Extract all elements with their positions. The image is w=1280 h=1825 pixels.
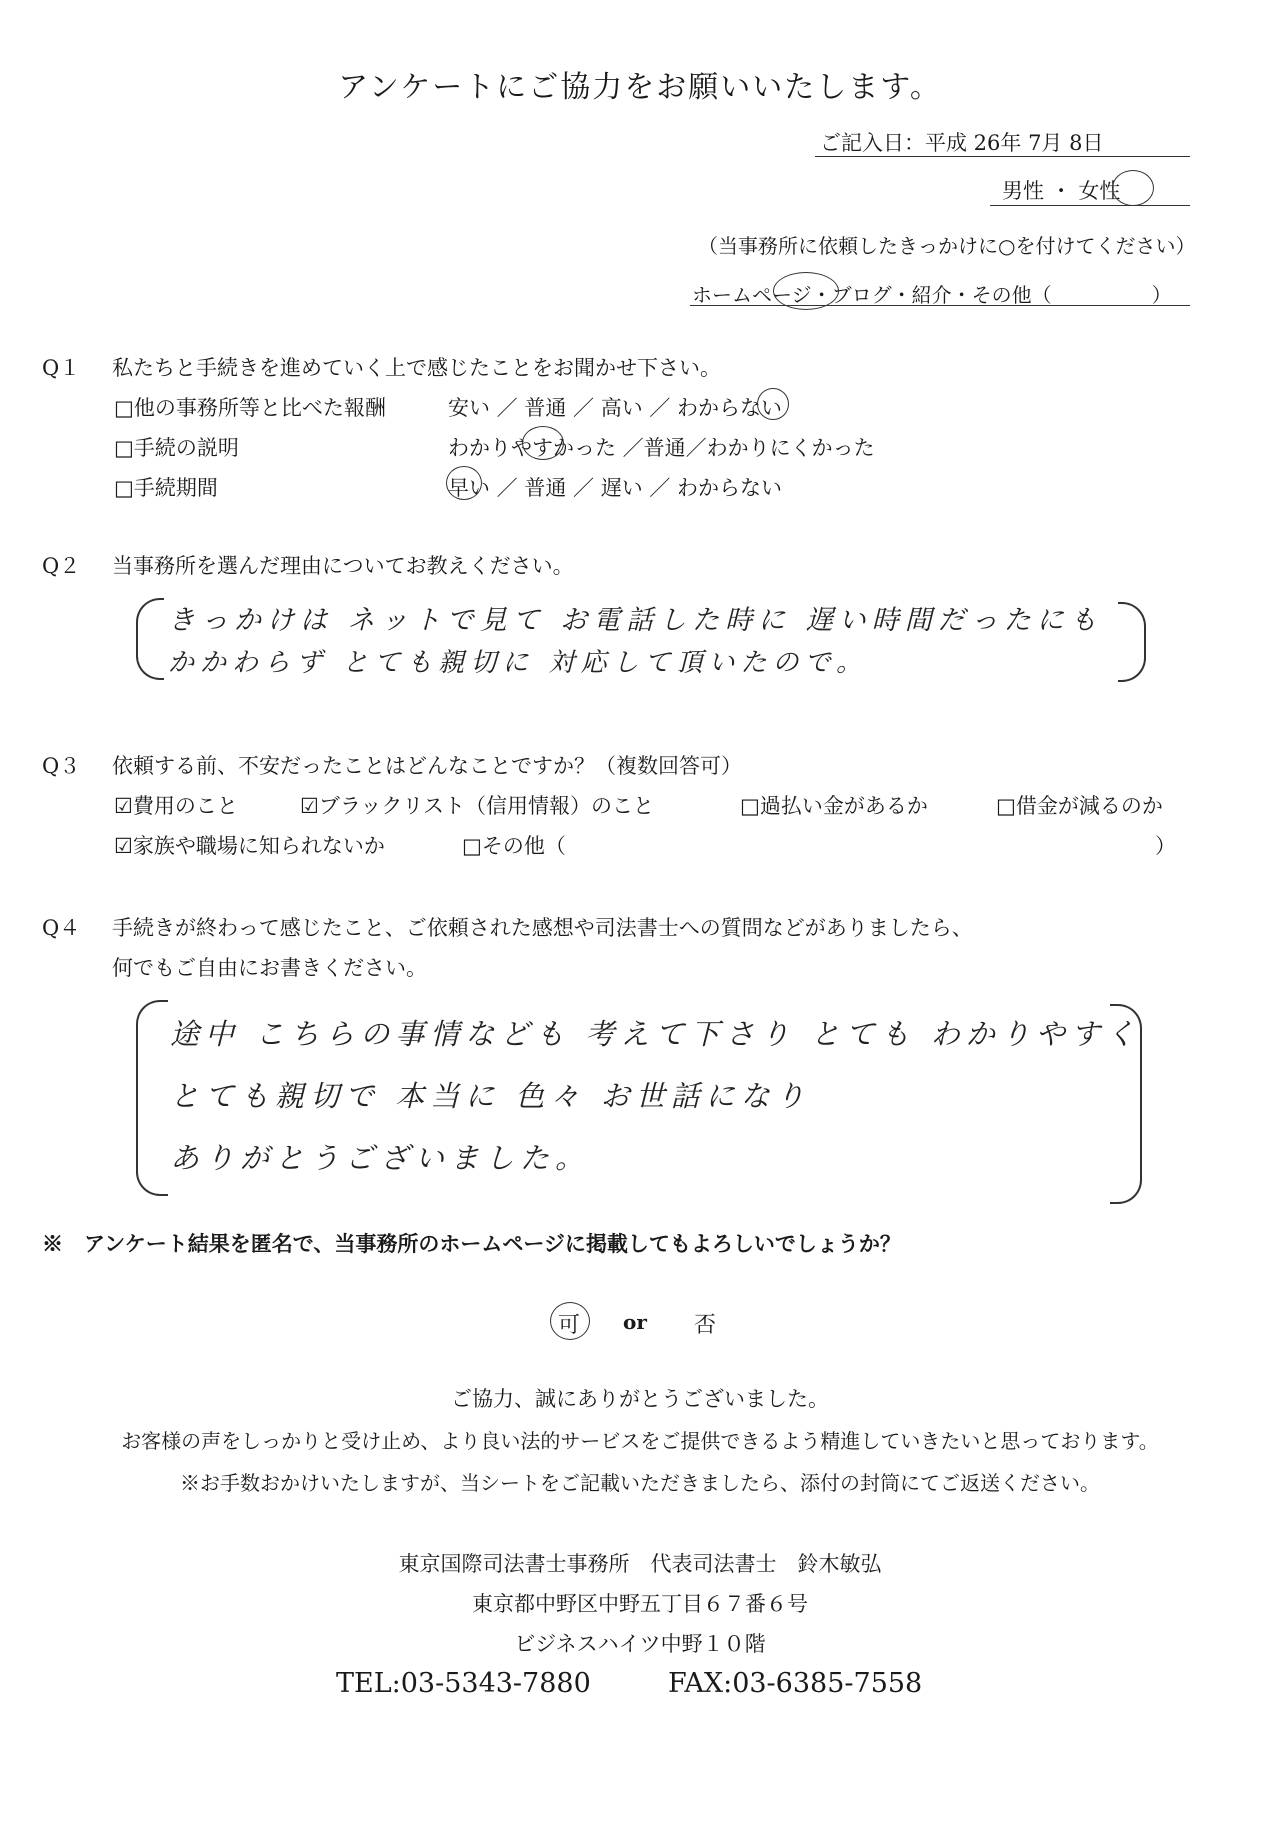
- q2-answer-line-1: きっかけは ネットで見て お電話した時に 遅い時間だったにも: [168, 605, 1103, 636]
- office-name: 東京国際司法書士事務所 代表司法書士 鈴木敏弘: [398, 1552, 882, 1576]
- gender-underline: [990, 205, 1190, 206]
- thanks-line-1: ご協力、誠にありがとうございました。: [451, 1387, 829, 1411]
- trigger-options: ホームページ・ブログ・紹介・その他（ ）: [692, 283, 1172, 307]
- q4-answer-bracket-left: [136, 1000, 168, 1196]
- q3-option-debt-reduction: □借金が減るのか: [996, 794, 1163, 818]
- q4-question-line-2: 何でもご自由にお書きください。: [112, 956, 427, 980]
- q1-explain-selection-mark: [522, 426, 564, 460]
- page-title: アンケートにご協力をお願いいたします。: [338, 70, 942, 105]
- q4-answer-line-3: ありがとうございました。: [170, 1141, 591, 1175]
- q2-answer-bracket-left: [136, 598, 164, 680]
- publish-or: or: [623, 1310, 647, 1334]
- publish-yes-selection-mark: [550, 1302, 590, 1340]
- q4-answer-line-1: 途中 こちらの事情なども 考えて下さり とても わかりやすく: [170, 1017, 1141, 1051]
- q1-row-explain-label: □手続の説明: [114, 436, 239, 460]
- q1-row-explain-options: わかりやすかった ／普通／わかりにくかった: [448, 436, 875, 460]
- publish-no: 否: [694, 1313, 717, 1338]
- q2-answer-bracket-right: [1118, 602, 1146, 682]
- office-address: 東京都中野区中野五丁目６７番６号: [472, 1592, 808, 1616]
- q1-number: Q１: [42, 356, 81, 380]
- trigger-underline: [690, 305, 1190, 306]
- q2-question: 当事務所を選んだ理由についてお教えください。: [112, 554, 574, 578]
- office-building: ビジネスハイツ中野１０階: [514, 1632, 766, 1656]
- q3-option-other-close: ）: [1155, 834, 1176, 858]
- office-fax: FAX:03-6385-7558: [668, 1668, 923, 1699]
- date-line: ご記入日：平成 26年 7月 8日: [820, 131, 1104, 155]
- q1-question: 私たちと手続きを進めていく上で感じたことをお聞かせ下さい。: [112, 356, 721, 380]
- gender-field: 男性 ・ 女性: [1002, 179, 1121, 203]
- q1-row-period-options: 早い ／ 普通 ／ 遅い ／ わからない: [448, 476, 783, 500]
- q3-option-cost: ☑費用のこと: [114, 794, 238, 818]
- q3-option-overpayment: □過払い金があるか: [740, 794, 928, 818]
- gender-selection-mark: [1112, 170, 1154, 206]
- publish-question: ※ アンケート結果を匿名で、当事務所のホームページに掲載してもよろしいでしょうか？: [42, 1231, 901, 1256]
- publish-yes: 可: [558, 1313, 581, 1338]
- q3-option-other: □その他（: [462, 834, 566, 858]
- q1-period-selection-mark: [446, 466, 482, 500]
- q2-number: Q２: [42, 554, 81, 578]
- q1-fee-selection-mark: [757, 388, 789, 420]
- date-underline: [815, 156, 1190, 157]
- q3-option-family: ☑家族や職場に知られないか: [114, 834, 385, 858]
- q3-question: 依頼する前、不安だったことはどんなことですか？（複数回答可）: [112, 754, 742, 778]
- q3-option-blacklist: ☑ブラックリスト（信用情報）のこと: [300, 794, 654, 818]
- q1-row-period-label: □手続期間: [114, 476, 218, 500]
- q4-number: Q４: [42, 916, 81, 940]
- q4-answer-line-2: とても親切で 本当に 色々 お世話になり: [170, 1079, 811, 1113]
- q1-row-fee-options: 安い ／ 普通 ／ 高い ／ わからない: [448, 396, 783, 420]
- q3-number: Q３: [42, 754, 81, 778]
- thanks-line-2: お客様の声をしっかりと受け止め、より良い法的サービスをご提供できるよう精進していきたいと思っております。: [121, 1429, 1159, 1453]
- office-tel: TEL:03-5343-7880: [336, 1668, 591, 1699]
- q4-question-line-1: 手続きが終わって感じたこと、ご依頼された感想や司法書士への質問などがありましたら、: [112, 916, 973, 940]
- thanks-line-3: ※お手数おかけいたしますが、当シートをご記載いただきましたら、添付の封筒にてご返送ください。: [180, 1471, 1100, 1495]
- q2-answer-line-2: かかわらず とても親切に 対応して頂いたので。: [168, 648, 869, 678]
- trigger-note: （当事務所に依頼したきっかけに○を付けてください）: [698, 234, 1196, 258]
- q1-row-fee-label: □他の事務所等と比べた報酬: [114, 396, 386, 420]
